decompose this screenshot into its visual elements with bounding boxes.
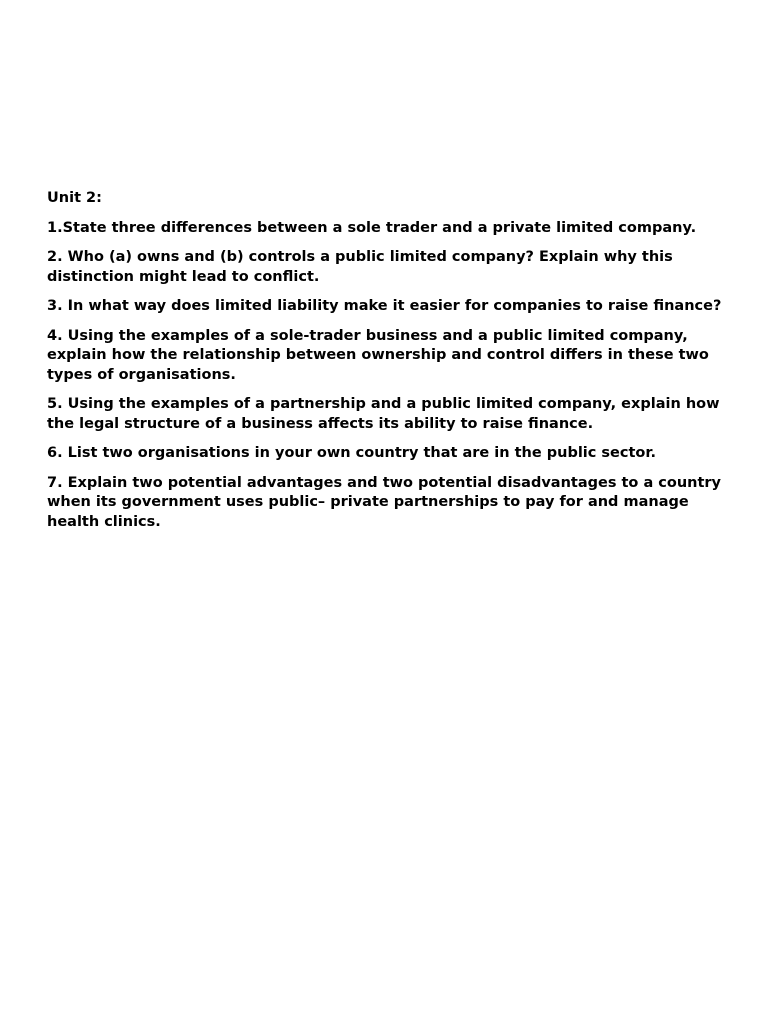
question-7: 7. Explain two potential advantages and two potential disadvantages to a country when its government uses public– private partnerships to pay for and manage health clinics. xyxy=(47,474,722,530)
question-3: 3. In what way does limited liability make it easier for companies to raise finance? xyxy=(47,298,722,314)
unit-heading: Unit 2: xyxy=(47,190,102,206)
question-1: 1.State three differences between a sole trader and a private limited company. xyxy=(47,219,697,236)
question-2: 2. Who (a) owns and (b) controls a public limited company? Explain why this distinction might lead to conflict. xyxy=(47,249,673,285)
question-5: 5. Using the examples of a partnership and a public limited company, explain how the legal structure of a business affects its ability to raise finance. xyxy=(47,396,720,432)
document-content xyxy=(47,189,727,542)
question-6: 6. List two organisations in your own country that are in the public sector. xyxy=(47,445,656,461)
question-4: 4. Using the examples of a sole-trader business and a public limited company, explain how the relationship between ownership and control differs in these two types of organisations. xyxy=(47,327,709,383)
